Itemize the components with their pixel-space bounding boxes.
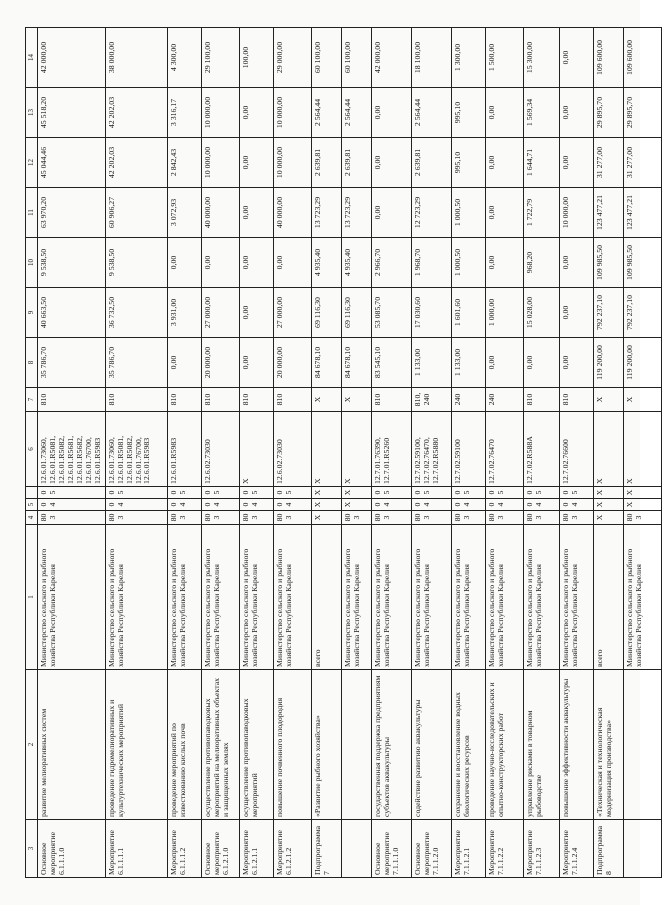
row-executor: Министерство сельского и рыбного хозяйства Республики Карелия xyxy=(341,524,371,669)
header-cell: 2 xyxy=(26,669,38,819)
subsection-code: 05 xyxy=(371,486,411,498)
value-col-9: 1 000,00 xyxy=(485,287,523,337)
value-col-8: 20 000,00 xyxy=(273,337,311,387)
value-col-14: 29 000,00 xyxy=(273,27,311,87)
table-row xyxy=(623,27,661,877)
row-label: Основное мероприятие 7.1.1.1.0 xyxy=(371,819,411,877)
grbs-code: 803 xyxy=(341,510,371,524)
value-col-9: 27 000,00 xyxy=(201,287,239,337)
value-col-14: 15 300,00 xyxy=(523,27,559,87)
value-col-14: 109 600,00 xyxy=(593,27,623,87)
target-article-code: 12.6.01.R5983 xyxy=(167,411,201,486)
target-article-code: 12.7.02.76470 xyxy=(485,411,523,486)
subsection-code: 05 xyxy=(38,486,106,498)
row-name: проведение научно-исследовательских и опытно-конструкторских работ xyxy=(485,669,523,819)
grbs-code: X xyxy=(311,510,341,524)
subsection-code: 05 xyxy=(411,486,451,498)
row-executor: Министерство сельского и рыбного хозяйства Республики Карелия xyxy=(451,524,485,669)
row-name: государственная поддержка предприятиям субъектов аквакультуры xyxy=(371,669,411,819)
header-cell xyxy=(26,486,38,498)
subsection-code: X xyxy=(311,486,341,498)
row-label: Основное мероприятие 7.1.1.2.0 xyxy=(411,819,451,877)
value-col-9: 792 237,10 xyxy=(593,287,623,337)
value-col-8: 1 133,00 xyxy=(411,337,451,387)
table-row xyxy=(523,27,559,877)
header-cell: 11 xyxy=(26,187,38,237)
row-executor: Министерство сельского и рыбного хозяйства Республики Карелия xyxy=(273,524,311,669)
value-col-12: 31 277,00 xyxy=(623,137,661,187)
expense-type-code: 810 xyxy=(371,387,411,411)
value-col-13: 2 564,44 xyxy=(411,87,451,137)
value-col-14: 42 000,00 xyxy=(371,27,411,87)
header-cell: 9 xyxy=(26,287,38,337)
expense-type-code: 810 xyxy=(559,387,593,411)
row-name: «Техническая и технологическая модернизация производства» xyxy=(593,669,623,819)
value-col-14: 29 100,00 xyxy=(201,27,239,87)
row-name: осуществление противопаводковых мероприятий xyxy=(239,669,273,819)
header-cell: 13 xyxy=(26,87,38,137)
value-col-8: 0,00 xyxy=(559,337,593,387)
row-label: Подпрограмма 7 xyxy=(311,819,341,877)
value-col-13: 995,10 xyxy=(451,87,485,137)
target-article-code: 12.7.02.59100 xyxy=(451,411,485,486)
value-col-11: 10 000,00 xyxy=(559,187,593,237)
value-col-14: 100,00 xyxy=(239,27,273,87)
row-label: Мероприятие 7.1.1.2.4 xyxy=(559,819,593,877)
section-code: X xyxy=(311,498,341,510)
value-col-10: 0,00 xyxy=(485,237,523,287)
value-col-9: 0,00 xyxy=(239,287,273,337)
subsection-code: 05 xyxy=(451,486,485,498)
row-executor: Министерство сельского и рыбного хозяйства Республики Карелия xyxy=(239,524,273,669)
row-executor: Министерство сельского и рыбного хозяйства Республики Карелия xyxy=(167,524,201,669)
row-name: сохранение и восстановление водных биологических ресурсов xyxy=(451,669,485,819)
value-col-8: 20 000,00 xyxy=(201,337,239,387)
value-col-14: 0,00 xyxy=(559,27,593,87)
row-label: Мероприятие 7.1.1.2.3 xyxy=(523,819,559,877)
value-col-12: 2 639,81 xyxy=(341,137,371,187)
row-label: Основное мероприятие 6.1.2.1.0 xyxy=(201,819,239,877)
value-col-10: 968,20 xyxy=(523,237,559,287)
target-article-code: X xyxy=(593,411,623,486)
section-code: X xyxy=(623,498,661,510)
value-col-11: 0,00 xyxy=(371,187,411,237)
value-col-13: 42 202,03 xyxy=(105,87,167,137)
grbs-code: 803 xyxy=(105,510,167,524)
value-col-14: 4 300,00 xyxy=(167,27,201,87)
row-label: Мероприятие 7.1.1.2.1 xyxy=(451,819,485,877)
row-label xyxy=(623,819,661,877)
header-cell: 6 xyxy=(26,411,38,486)
grbs-code: 803 xyxy=(411,510,451,524)
value-col-12: 42 202,03 xyxy=(105,137,167,187)
value-col-14: 109 600,00 xyxy=(623,27,661,87)
value-col-13: 45 518,20 xyxy=(38,87,106,137)
section-code: 04 xyxy=(105,498,167,510)
value-col-11: 3 072,93 xyxy=(167,187,201,237)
target-article-code: X xyxy=(341,411,371,486)
value-col-9: 792 237,10 xyxy=(623,287,661,337)
value-col-13: 10 000,00 xyxy=(201,87,239,137)
row-name: управление рисками в товарном рыбоводстве xyxy=(523,669,559,819)
section-code: 04 xyxy=(523,498,559,510)
value-col-11: 0,00 xyxy=(485,187,523,237)
row-name: повышение эффективности аквакультуры xyxy=(559,669,593,819)
value-col-12: 0,00 xyxy=(371,137,411,187)
rotated-sheet xyxy=(25,28,643,878)
value-col-13: 2 564,44 xyxy=(311,87,341,137)
value-col-13: 0,00 xyxy=(485,87,523,137)
row-label xyxy=(341,819,371,877)
value-col-8: 35 786,70 xyxy=(105,337,167,387)
column-numbers-row xyxy=(26,27,38,877)
row-name: развитие мелиоративных систем xyxy=(38,669,106,819)
value-col-8: 1 133,00 xyxy=(451,337,485,387)
grbs-code: 803 xyxy=(451,510,485,524)
table-row xyxy=(411,27,451,877)
section-code: X xyxy=(341,498,371,510)
section-code: 04 xyxy=(411,498,451,510)
header-cell: 12 xyxy=(26,137,38,187)
value-col-8: 0,00 xyxy=(239,337,273,387)
expense-type-code: 810 xyxy=(105,387,167,411)
subsection-code: 05 xyxy=(559,486,593,498)
table-row xyxy=(311,27,341,877)
value-col-14: 60 100,00 xyxy=(311,27,341,87)
grbs-code: 803 xyxy=(239,510,273,524)
value-col-8: 0,00 xyxy=(167,337,201,387)
subsection-code: X xyxy=(593,486,623,498)
subsection-code: 05 xyxy=(273,486,311,498)
table-row xyxy=(341,27,371,877)
subsection-code: 05 xyxy=(201,486,239,498)
value-col-12: 995,10 xyxy=(451,137,485,187)
target-article-code: 12.6.02.73030 xyxy=(273,411,311,486)
row-executor: Министерство сельского и рыбного хозяйства Республики Карелия xyxy=(485,524,523,669)
value-col-13: 10 000,00 xyxy=(273,87,311,137)
table-row xyxy=(593,27,623,877)
value-col-9: 17 030,60 xyxy=(411,287,451,337)
value-col-14: 42 000,00 xyxy=(38,27,106,87)
expense-type-code: 240 xyxy=(485,387,523,411)
value-col-12: 2 639,81 xyxy=(311,137,341,187)
value-col-9: 69 116,30 xyxy=(341,287,371,337)
row-name: проведение мероприятий по известкованию кислых почв xyxy=(167,669,201,819)
row-executor: Министерство сельского и рыбного хозяйства Республики Карелия xyxy=(623,524,661,669)
target-article-code: 12.6.01.73060, 12.6.01.R5081, 12.6.01.R5082, 12.6.01.R5681, 12.6.01.R5682, 12.6.01.76700, 12.6.01.R5983 xyxy=(38,411,106,486)
value-col-11: 12 723,29 xyxy=(411,187,451,237)
row-name xyxy=(623,669,661,819)
row-label: Мероприятие 7.1.1.2.2 xyxy=(485,819,523,877)
section-code: 04 xyxy=(201,498,239,510)
grbs-code: 803 xyxy=(38,510,106,524)
value-col-10: 0,00 xyxy=(273,237,311,287)
row-name: «Развитие рыбного хозяйства» xyxy=(311,669,341,819)
grbs-code: 803 xyxy=(371,510,411,524)
row-executor: Министерство сельского и рыбного хозяйства Республики Карелия xyxy=(38,524,106,669)
value-col-12: 10 000,00 xyxy=(273,137,311,187)
header-cell: 14 xyxy=(26,27,38,87)
value-col-10: 109 985,50 xyxy=(593,237,623,287)
value-col-8: 84 678,10 xyxy=(341,337,371,387)
value-col-9: 15 028,00 xyxy=(523,287,559,337)
value-col-11: 1 000,50 xyxy=(451,187,485,237)
value-col-14: 18 100,00 xyxy=(411,27,451,87)
row-executor: Министерство сельского и рыбного хозяйства Республики Карелия xyxy=(105,524,167,669)
row-label: Мероприятие 6.1.2.1.1 xyxy=(239,819,273,877)
value-col-13: 29 895,70 xyxy=(623,87,661,137)
value-col-8: 83 545,10 xyxy=(371,337,411,387)
table-row xyxy=(559,27,593,877)
table-row xyxy=(167,27,201,877)
target-article-code: 12.7.01.76390, 12.7.01.R5260 xyxy=(371,411,411,486)
value-col-8: 84 678,10 xyxy=(311,337,341,387)
subsection-code: 05 xyxy=(523,486,559,498)
value-col-12: 0,00 xyxy=(239,137,273,187)
row-executor: Министерство сельского и рыбного хозяйства Республики Карелия xyxy=(559,524,593,669)
subsection-code: 05 xyxy=(239,486,273,498)
value-col-11: 1 722,79 xyxy=(523,187,559,237)
value-col-13: 0,00 xyxy=(239,87,273,137)
expense-type-code: X xyxy=(311,387,341,411)
value-col-12: 0,00 xyxy=(485,137,523,187)
value-col-12: 45 044,46 xyxy=(38,137,106,187)
grbs-code: 803 xyxy=(485,510,523,524)
table-row xyxy=(371,27,411,877)
grbs-code: 803 xyxy=(273,510,311,524)
value-col-10: 0,00 xyxy=(239,237,273,287)
row-name: повышение почвенного плодородия xyxy=(273,669,311,819)
section-code: 04 xyxy=(239,498,273,510)
value-col-12: 0,00 xyxy=(559,137,593,187)
value-col-10: 1 000,50 xyxy=(451,237,485,287)
row-label: Мероприятие 6.1.1.1.1 xyxy=(105,819,167,877)
value-col-8: 0,00 xyxy=(485,337,523,387)
target-article-code: 12.7.02.R588A xyxy=(523,411,559,486)
value-col-8: 119 200,00 xyxy=(623,337,661,387)
grbs-code: X xyxy=(593,510,623,524)
grbs-code: 803 xyxy=(201,510,239,524)
value-col-10: 2 966,70 xyxy=(371,237,411,287)
grbs-code: 803 xyxy=(167,510,201,524)
expense-type-code: 810 xyxy=(201,387,239,411)
target-article-code: X xyxy=(311,411,341,486)
header-cell: 10 xyxy=(26,237,38,287)
target-article-code: 12.7.02.76600 xyxy=(559,411,593,486)
value-col-9: 1 601,60 xyxy=(451,287,485,337)
table-row xyxy=(105,27,167,877)
row-label: Подпрограмма 8 xyxy=(593,819,623,877)
value-col-13: 2 564,44 xyxy=(341,87,371,137)
expense-type-code: 810 xyxy=(167,387,201,411)
table-row xyxy=(273,27,311,877)
table-row xyxy=(451,27,485,877)
value-col-10: 4 935,40 xyxy=(311,237,341,287)
value-col-10: 9 538,50 xyxy=(38,237,106,287)
value-col-11: 123 477,21 xyxy=(593,187,623,237)
expense-type-code: 810, 240 xyxy=(411,387,451,411)
row-executor: Министерство сельского и рыбного хозяйства Республики Карелия xyxy=(411,524,451,669)
value-col-9: 27 000,00 xyxy=(273,287,311,337)
section-code: 04 xyxy=(451,498,485,510)
row-label: Мероприятие 6.1.1.1.2 xyxy=(167,819,201,877)
value-col-13: 29 895,70 xyxy=(593,87,623,137)
value-col-11: 13 723,29 xyxy=(311,187,341,237)
expense-type-code: 810 xyxy=(523,387,559,411)
table-row xyxy=(485,27,523,877)
expense-type-code: 810 xyxy=(38,387,106,411)
table-row xyxy=(201,27,239,877)
row-label: Основное мероприятие 6.1.1.1.0 xyxy=(38,819,106,877)
row-name: осуществление противопаводковых мероприятий на мелиоративных объектах и защищенных землях xyxy=(201,669,239,819)
subsection-code: X xyxy=(341,486,371,498)
row-label: Мероприятие 6.1.2.1.2 xyxy=(273,819,311,877)
value-col-9: 0,00 xyxy=(559,287,593,337)
value-col-11: 13 723,29 xyxy=(341,187,371,237)
value-col-9: 69 116,30 xyxy=(311,287,341,337)
value-col-12: 10 000,00 xyxy=(201,137,239,187)
value-col-11: 123 477,21 xyxy=(623,187,661,237)
value-col-11: 0,00 xyxy=(239,187,273,237)
header-cell: 7 xyxy=(26,387,38,411)
value-col-14: 1 500,00 xyxy=(485,27,523,87)
value-col-8: 0,00 xyxy=(523,337,559,387)
value-col-12: 2 842,43 xyxy=(167,137,201,187)
subsection-code: 05 xyxy=(167,486,201,498)
value-col-10: 1 968,70 xyxy=(411,237,451,287)
value-col-11: 60 906,27 xyxy=(105,187,167,237)
value-col-14: 38 000,00 xyxy=(105,27,167,87)
target-article-code: 12.6.02.73030 xyxy=(201,411,239,486)
value-col-11: 63 970,20 xyxy=(38,187,106,237)
row-name: содействие развитию аквакультуры xyxy=(411,669,451,819)
value-col-13: 0,00 xyxy=(559,87,593,137)
subsection-code: X xyxy=(623,486,661,498)
expense-type-code: X xyxy=(341,387,371,411)
value-col-8: 35 786,70 xyxy=(38,337,106,387)
section-code: 04 xyxy=(371,498,411,510)
value-col-11: 40 000,00 xyxy=(201,187,239,237)
header-cell: 1 xyxy=(26,524,38,669)
header-cell: 5 xyxy=(26,498,38,510)
expense-type-code: 810 xyxy=(273,387,311,411)
expense-type-code: X xyxy=(593,387,623,411)
value-col-9: 3 931,00 xyxy=(167,287,201,337)
section-code: 04 xyxy=(38,498,106,510)
grbs-code: 803 xyxy=(559,510,593,524)
row-name: проведение гидромелиоративных и культуртехнических мероприятий xyxy=(105,669,167,819)
value-col-8: 119 200,00 xyxy=(593,337,623,387)
value-col-13: 3 316,17 xyxy=(167,87,201,137)
section-code: 04 xyxy=(167,498,201,510)
row-executor: всего xyxy=(311,524,341,669)
grbs-code: 803 xyxy=(623,510,661,524)
row-executor: Министерство сельского и рыбного хозяйства Республики Карелия xyxy=(201,524,239,669)
expense-type-code: X xyxy=(623,387,661,411)
table-row xyxy=(38,27,106,877)
grbs-code: 803 xyxy=(523,510,559,524)
section-code: 04 xyxy=(273,498,311,510)
value-col-10: 0,00 xyxy=(167,237,201,287)
row-executor: Министерство сельского и рыбного хозяйства Республики Карелия xyxy=(371,524,411,669)
table-row xyxy=(239,27,273,877)
subsection-code: 05 xyxy=(485,486,523,498)
value-col-12: 31 277,00 xyxy=(593,137,623,187)
budget-table xyxy=(25,27,662,878)
value-col-10: 109 985,50 xyxy=(623,237,661,287)
value-col-13: 0,00 xyxy=(371,87,411,137)
value-col-12: 2 639,81 xyxy=(411,137,451,187)
subsection-code: 05 xyxy=(105,486,167,498)
section-code: 04 xyxy=(485,498,523,510)
header-cell: 3 xyxy=(26,819,38,877)
header-cell: 8 xyxy=(26,337,38,387)
target-article-code: X xyxy=(623,411,661,486)
row-name xyxy=(341,669,371,819)
value-col-9: 53 085,70 xyxy=(371,287,411,337)
target-article-code: X xyxy=(239,411,273,486)
section-code: 04 xyxy=(559,498,593,510)
value-col-9: 40 663,50 xyxy=(38,287,106,337)
target-article-code: 12.6.01.73060, 12.6.01.R5081, 12.6.01.R5082, 12.6.01.76700, 12.6.01.R5983 xyxy=(105,411,167,486)
value-col-12: 1 644,71 xyxy=(523,137,559,187)
value-col-14: 1 300,00 xyxy=(451,27,485,87)
expense-type-code: 240 xyxy=(451,387,485,411)
header-cell: 4 xyxy=(26,510,38,524)
row-executor: Министерство сельского и рыбного хозяйства Республики Карелия xyxy=(523,524,559,669)
expense-type-code: 810 xyxy=(239,387,273,411)
value-col-13: 1 569,34 xyxy=(523,87,559,137)
row-executor: всего xyxy=(593,524,623,669)
target-article-code: 12.7.02.59100, 12.7.02.76470, 12.7.02.R5880 xyxy=(411,411,451,486)
value-col-14: 60 100,00 xyxy=(341,27,371,87)
section-code: X xyxy=(593,498,623,510)
value-col-10: 0,00 xyxy=(559,237,593,287)
value-col-11: 40 000,00 xyxy=(273,187,311,237)
value-col-10: 9 538,50 xyxy=(105,237,167,287)
value-col-9: 36 732,50 xyxy=(105,287,167,337)
value-col-10: 0,00 xyxy=(201,237,239,287)
value-col-10: 4 935,40 xyxy=(341,237,371,287)
